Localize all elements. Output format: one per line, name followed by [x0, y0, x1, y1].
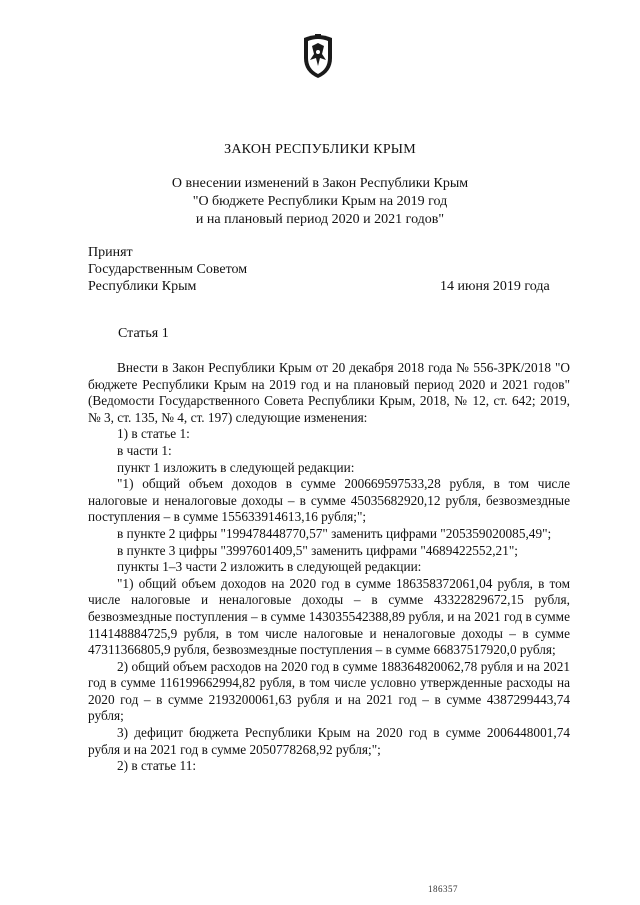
paragraph: "1) общий объем доходов на 2020 год в сумме 186358372061,04 рубля, в том числе налоговые и неналоговые доходы – в сумме 43322829672,15 рубля, безвозмездные поступления – в сумме 143035542388,89 рубля, и на 2021 год в сумме 114148884725,9 рубля, в том числе налоговые и неналоговые доходы – в сумме 47311366805,9 рубля, безвозмездные поступления – в сумме 66837517920,0 рубля;	[88, 575, 570, 658]
footer-stamp: 186357	[428, 884, 458, 894]
paragraph: Внести в Закон Республики Крым от 20 декабря 2018 года № 556-ЗРК/2018 "О бюджете Республики Крым на 2019 год и на плановый период 2020 и 2021 годов" (Ведомости Государственного Совета Республики Крым, 2018, № 12, ст. 642; 2019, № 3, ст. 135, № 4, ст. 197) следующие изменения:	[88, 360, 570, 425]
adopted-line: Республики Крым	[88, 279, 197, 294]
subtitle-line: и на плановый период 2020 и 2021 годов"	[195, 212, 445, 227]
crimea-coat-of-arms-icon	[300, 32, 336, 80]
subtitle-line: "О бюджете Республики Крым на 2019 год	[192, 194, 448, 209]
adopted-date: 14 июня 2019 года	[440, 279, 550, 294]
paragraph: в части 1:	[117, 442, 172, 458]
paragraph: "1) общий объем доходов в сумме 200669597533,28 рубля, в том числе налоговые и неналоговые доходы – в сумме 45035682920,12 рубля, безвозмездные поступления – в сумме 155633914613,16 рубля;";	[88, 476, 570, 525]
adopted-line: Государственным Советом	[88, 262, 248, 277]
article-body	[88, 360, 570, 775]
paragraph: пункт 1 изложить в следующей редакции:	[117, 459, 355, 475]
adopted-line: Принят	[88, 245, 133, 260]
paragraph: в пункте 3 цифры "3997601409,5" заменить цифрами "4689422552,21";	[117, 542, 518, 558]
article-heading: Статья 1	[118, 326, 169, 341]
paragraph: пункты 1–3 части 2 изложить в следующей редакции:	[117, 559, 422, 575]
paragraph: 2) общий объем расходов на 2020 год в сумме 188364820062,78 рубля и на 2021 год в сумме 116199662994,82 рубля, в том числе условно утвержденные расходы на 2020 год – в сумме 2193200061,63 рубля и на 2021 год – в сумме 4387299443,74 рубля;	[88, 658, 570, 724]
subtitle-line: О внесении изменений в Закон Республики Крым	[171, 176, 469, 191]
adopted-by	[88, 244, 247, 295]
paragraph: 3) дефицит бюджета Республики Крым на 2020 год в сумме 2006448001,74 рубля и на 2021 год в сумме 2050778268,92 рубля;";	[88, 725, 570, 757]
law-title: ЗАКОН РЕСПУБЛИКИ КРЫМ	[224, 142, 416, 157]
paragraph: 1) в статье 1:	[117, 426, 190, 442]
paragraph: 2) в статье 11:	[117, 758, 197, 774]
paragraph: в пункте 2 цифры "199478448770,57" заменить цифрами "205359020085,49";	[117, 525, 552, 541]
law-subtitle	[0, 175, 640, 229]
